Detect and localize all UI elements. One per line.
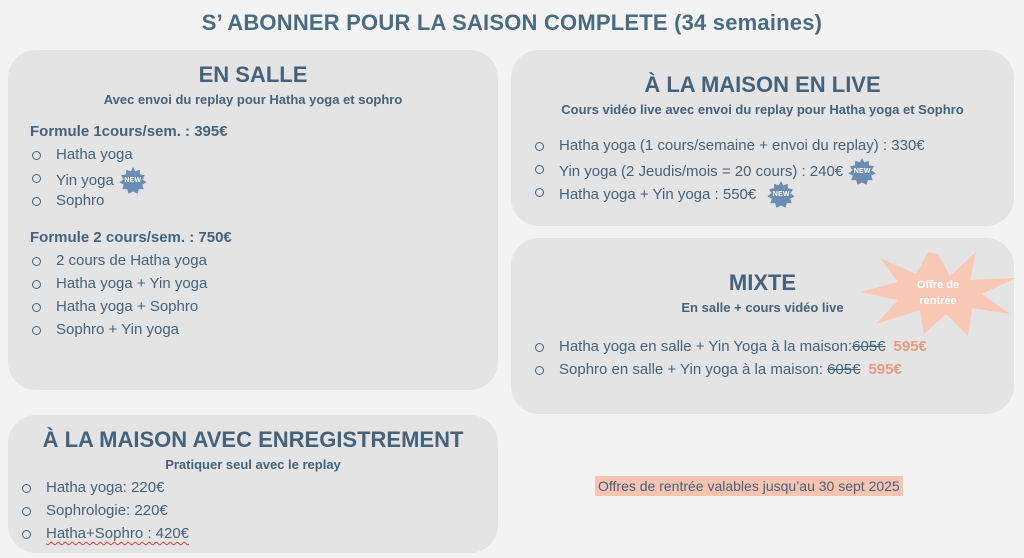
list-item: Hatha yoga + Sophro	[30, 295, 498, 318]
list-item: Hatha yoga + Yin yoga	[30, 272, 498, 295]
circle-bullet-icon	[22, 530, 31, 539]
circle-bullet-icon	[535, 343, 544, 352]
old-price: 605€	[852, 338, 886, 355]
formule1-list	[30, 143, 498, 212]
list-item: Sophrologie: 220€	[20, 499, 498, 522]
circle-bullet-icon	[535, 188, 544, 197]
live-heading: À LA MAISON EN LIVE	[644, 72, 881, 97]
card-en-salle	[8, 50, 498, 390]
page-title: S’ ABONNER POUR LA SAISON COMPLETE (34 semaines)	[201, 10, 823, 35]
offer-note: Offres de rentrée valables jusqu’au 30 sept 2025	[595, 476, 903, 496]
list-item: Sophro en salle + Yin yoga à la maison: 605€ 595€	[533, 358, 1014, 381]
circle-bullet-icon	[22, 507, 31, 516]
enregistrement-subtitle: Pratiquer seul avec le replay	[165, 457, 341, 472]
circle-bullet-icon	[32, 197, 41, 206]
live-subtitle: Cours vidéo live avec envoi du replay pour Hatha yoga et Sophro	[561, 102, 964, 117]
en-salle-subtitle: Avec envoi du replay pour Hatha yoga et sophro	[103, 92, 403, 107]
new-badge-icon: NEW	[118, 166, 148, 196]
list-item: Hatha yoga	[30, 143, 498, 166]
circle-bullet-icon	[32, 174, 41, 183]
en-salle-heading: EN SALLE	[198, 62, 308, 87]
formule2-list	[30, 249, 498, 341]
circle-bullet-icon	[535, 142, 544, 151]
new-price: 595€	[893, 338, 927, 355]
card-live	[511, 50, 1014, 226]
live-list	[533, 134, 1014, 203]
list-item: Yin yoga (2 Jeudis/mois = 20 cours) : 240€ NEW	[533, 157, 1014, 180]
list-item: Sophro + Yin yoga	[30, 318, 498, 341]
mixte-subtitle: En salle + cours vidéo live	[681, 300, 844, 315]
mixte-heading: MIXTE	[728, 270, 797, 295]
offre-starburst	[858, 250, 1018, 338]
mixte-list	[533, 335, 1014, 381]
circle-bullet-icon	[535, 366, 544, 375]
new-badge-icon: NEW	[847, 157, 877, 187]
enregistrement-heading: À LA MAISON AVEC ENREGISTREMENT	[42, 427, 464, 452]
old-price: 605€	[827, 361, 861, 378]
circle-bullet-icon	[32, 326, 41, 335]
card-enregistrement	[8, 415, 498, 553]
circle-bullet-icon	[22, 484, 31, 493]
circle-bullet-icon	[32, 280, 41, 289]
list-item: Hatha yoga + Yin yoga : 550€ NEW	[533, 180, 1014, 203]
enregistrement-list	[20, 476, 498, 545]
new-price: 595€	[868, 361, 902, 378]
new-badge-icon: NEW	[766, 180, 796, 210]
list-item: Hatha+Sophro : 420€	[20, 522, 498, 545]
formule2-label: Formule 2 cours/sem. : 750€	[30, 229, 232, 246]
circle-bullet-icon	[535, 165, 544, 174]
list-item: 2 cours de Hatha yoga	[30, 249, 498, 272]
list-item: Sophro	[30, 189, 498, 212]
list-item: Yin yoga NEW	[30, 166, 498, 189]
circle-bullet-icon	[32, 257, 41, 266]
formule1-label: Formule 1cours/sem. : 395€	[30, 123, 228, 140]
circle-bullet-icon	[32, 151, 41, 160]
list-item: Hatha yoga (1 cours/semaine + envoi du replay) : 330€	[533, 134, 1014, 157]
list-item: Hatha yoga: 220€	[20, 476, 498, 499]
list-item: Hatha yoga en salle + Yin Yoga à la maison:605€ 595€	[533, 335, 1014, 358]
starburst-label: Offre de rentrée	[916, 279, 960, 307]
circle-bullet-icon	[32, 303, 41, 312]
